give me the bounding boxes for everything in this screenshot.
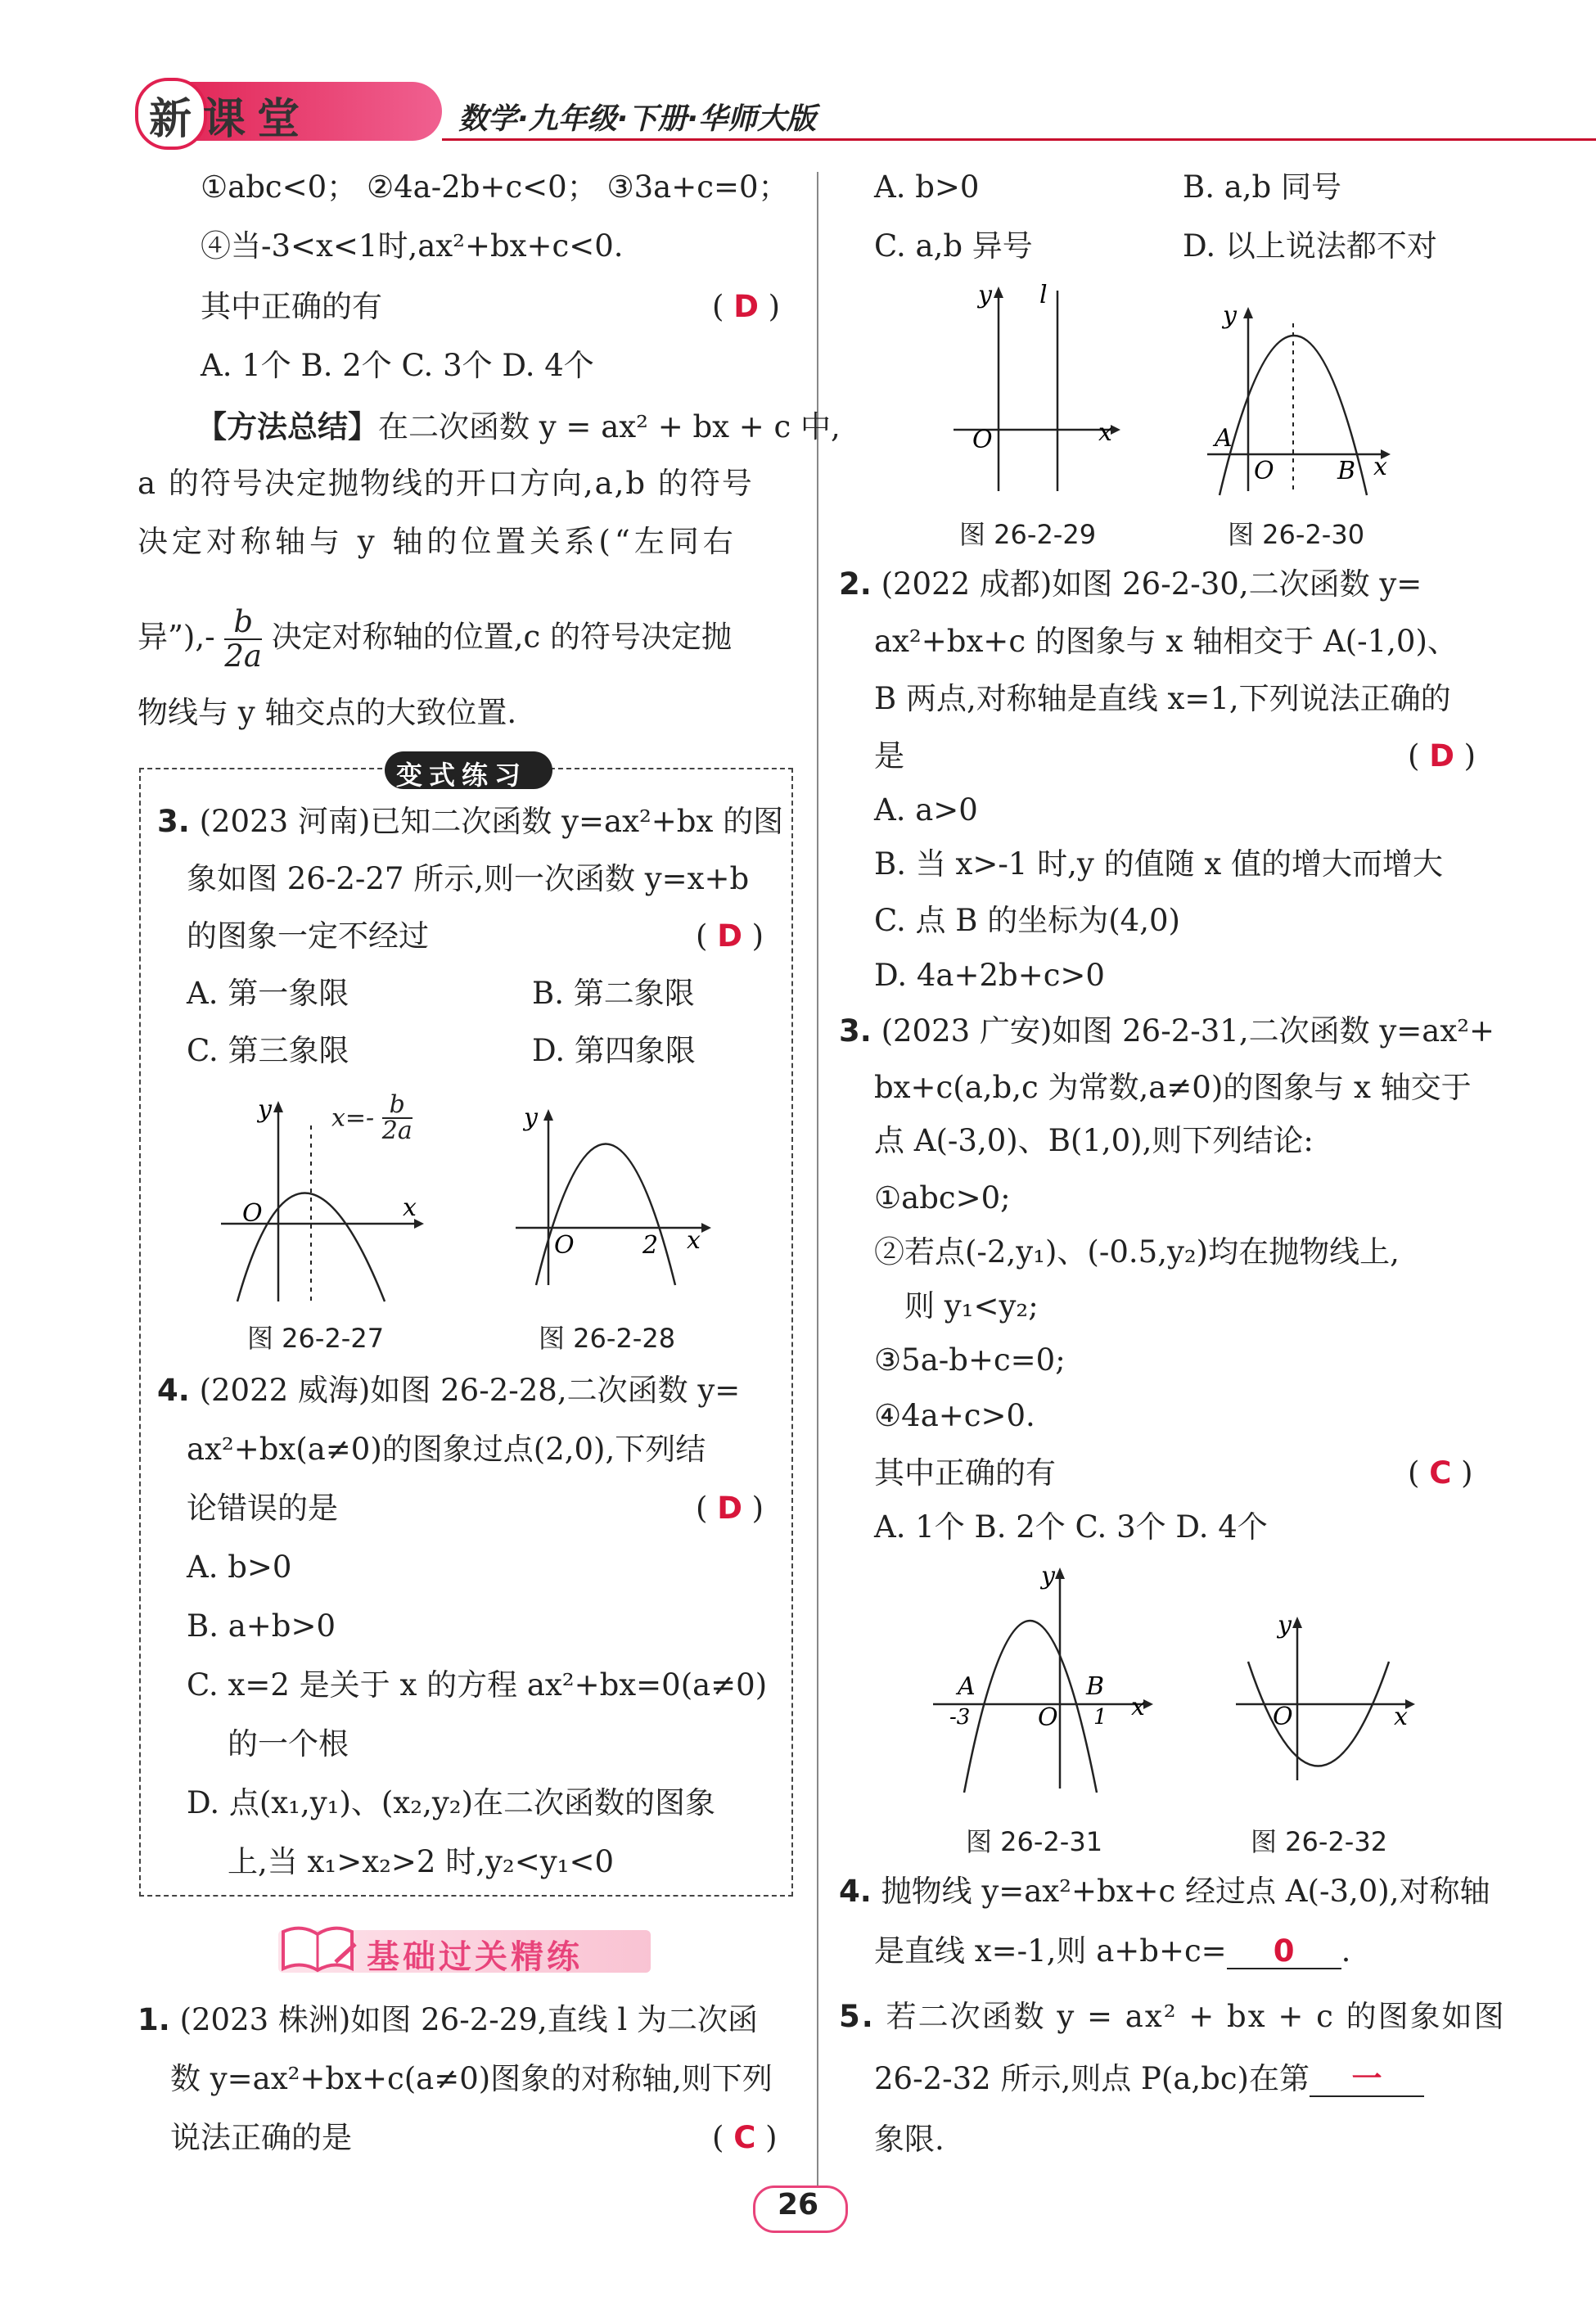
point-b-label: B [1086, 1672, 1105, 1701]
y-label: y [258, 1095, 272, 1124]
q3-option-c: C. 第三象限 [187, 1033, 349, 1068]
method-fraction [224, 606, 262, 673]
y-label: y [1278, 1611, 1292, 1640]
b1-line1 [138, 2001, 758, 2040]
fraction-num: b [382, 1093, 413, 1119]
b1-option-d: D. 以上说法都不对 [1183, 228, 1437, 264]
tick-label-1: 1 [1093, 1705, 1107, 1730]
column-divider [817, 172, 818, 2202]
cont-line1: ①abc<0； ②4a-2b+c<0； ③3a+c=0； [201, 169, 789, 205]
q3-answer: ( D ) [696, 918, 764, 954]
b3-number: 3. [839, 1013, 872, 1049]
fig27-axis-text: x=- [331, 1103, 375, 1133]
x-label: x [403, 1193, 417, 1222]
tick-label-neg3: -3 [949, 1705, 971, 1730]
q4-text1: (2022 威海)如图 26-2-28,二次函数 y= [199, 1373, 741, 1408]
q4-option-d1: D. 点(x₁,y₁)、(x₂,y₂)在二次函数的图象 [187, 1785, 715, 1820]
method-line1 [196, 407, 841, 447]
q4-option-b: B. a+b>0 [187, 1608, 336, 1644]
b5-blank [1310, 2063, 1424, 2097]
y-arrow [543, 1109, 553, 1121]
method-line3: 决定对称轴与 y 轴的位置关系(“左同右 [138, 524, 737, 559]
b4-number: 4. [839, 1874, 872, 1909]
fig28-caption: 图 26-2-28 [539, 1323, 676, 1354]
figure-26-2-32 [1232, 1608, 1428, 1793]
origin-label: O [554, 1231, 575, 1260]
point-b-label: B [1337, 457, 1356, 485]
y-arrow [1243, 307, 1253, 318]
fraction-den: 2a [381, 1116, 413, 1145]
b3-statement1: ①abc>0; [874, 1180, 1011, 1216]
b4-text1: 抛物线 y=ax²+bx+c 经过点 A(-3,0),对称轴 [881, 1874, 1490, 1909]
b1-line2: 数 y=ax²+bx+c(a≠0)图象的对称轴,则下列 [170, 2061, 773, 2096]
b3-statement3: ③5a-b+c=0; [874, 1342, 1066, 1378]
fig27-axis-label [331, 1090, 413, 1145]
figure-26-2-28 [512, 1101, 716, 1289]
b3-question: 其中正确的有 [874, 1455, 1056, 1491]
method-tag: 【方法总结】 [196, 408, 378, 444]
q4-line1 [157, 1371, 740, 1410]
answer-value: 一 [1351, 2061, 1382, 2096]
y-label: y [978, 281, 992, 309]
q4-option-c1: C. x=2 是关于 x 的方程 ax²+bx=0(a≠0) [187, 1667, 768, 1703]
cont-answer: ( D ) [712, 289, 781, 324]
b2-answer: ( D ) [1408, 738, 1477, 774]
fig27-fraction [381, 1090, 413, 1145]
b3-text1: (2023 广安)如图 26-2-31,二次函数 y=ax²+ [881, 1013, 1495, 1049]
q4-option-c2: 的一个根 [228, 1726, 349, 1761]
origin-label: O [1273, 1703, 1293, 1731]
b2-option-c: C. 点 B 的坐标为(4,0) [874, 903, 1180, 938]
b1-option-c: C. a,b 异号 [874, 228, 1033, 264]
x-arrow [701, 1223, 711, 1233]
b3-answer: ( C ) [1408, 1455, 1473, 1491]
q3-option-d: D. 第四象限 [532, 1033, 696, 1068]
fraction-den: 2a [224, 638, 262, 674]
l-label: l [1039, 281, 1048, 309]
b4-blank [1227, 1935, 1341, 1969]
y-arrow [994, 286, 1003, 298]
figure-26-2-31 [925, 1559, 1162, 1793]
b5-text1: 若二次函数 y = ax² + bx + c 的图象如图 [886, 1999, 1506, 2034]
b1-line3: 说法正确的是 [170, 2120, 352, 2155]
b3-line1 [839, 1012, 1495, 1051]
b3-statement2a: ②若点(-2,y₁)、(-0.5,y₂)均在抛物线上, [874, 1234, 1400, 1270]
y-label: y [1223, 301, 1237, 330]
b3-options: A. 1个 B. 2个 C. 3个 D. 4个 [874, 1509, 1268, 1545]
b4-line2 [874, 1932, 1350, 1971]
cont-question: 其中正确的有 [201, 289, 382, 324]
q3-text1: (2023 河南)已知二次函数 y=ax²+bx 的图 [199, 804, 784, 839]
b2-line1 [839, 565, 1422, 604]
b2-text1: (2022 成都)如图 26-2-30,二次函数 y= [881, 566, 1422, 602]
fraction-num: b [224, 606, 262, 640]
method-line5: 物线与 y 轴交点的大致位置. [138, 695, 517, 730]
q4-answer: ( D ) [696, 1491, 764, 1526]
q3-number: 3. [157, 804, 190, 839]
b5-line2 [874, 2059, 1424, 2099]
y-arrow [1055, 1567, 1065, 1579]
cont-options: A. 1个 B. 2个 C. 3个 D. 4个 [201, 348, 594, 383]
x-label: x [1373, 453, 1387, 481]
book-icon [277, 1919, 358, 1977]
q3-line1 [157, 802, 783, 841]
answer-value: 0 [1273, 1933, 1295, 1969]
method-line2: a 的符号决定抛物线的开口方向,a,b 的符号 [138, 466, 754, 501]
answer-value: C [1429, 1455, 1452, 1491]
b5-line1 [839, 1997, 1506, 2037]
tick-label-2: 2 [642, 1231, 659, 1260]
method-text4b: 决定对称轴的位置,c 的符号决定抛 [271, 619, 733, 655]
b4-end: . [1341, 1933, 1351, 1969]
y-label: y [1041, 1562, 1055, 1590]
b5-number: 5. [839, 1999, 875, 2034]
b1-text1: (2023 株洲)如图 26-2-29,直线 l 为二次函 [179, 2002, 758, 2037]
logo-text: 新课堂 [149, 95, 312, 144]
b2-line4: 是 [874, 738, 904, 774]
q3-option-b: B. 第二象限 [532, 976, 695, 1011]
figure-26-2-30 [1203, 299, 1408, 499]
b1-option-b: B. a,b 同号 [1183, 169, 1341, 205]
parabola [964, 1621, 1097, 1793]
fig30-caption: 图 26-2-30 [1228, 519, 1365, 550]
b3-line3: 点 A(-3,0)、B(1,0),则下列结论: [874, 1123, 1314, 1158]
point-a-label: A [1215, 424, 1233, 453]
b1-option-a: A. b>0 [874, 169, 980, 205]
b2-number: 2. [839, 566, 872, 602]
fig29-caption: 图 26-2-29 [959, 519, 1097, 550]
q4-number: 4. [157, 1373, 190, 1408]
b1-number: 1. [138, 2002, 170, 2037]
origin-label: O [242, 1199, 263, 1228]
b2-option-a: A. a>0 [874, 792, 978, 828]
b2-option-b: B. 当 x>-1 时,y 的值随 x 值的增大而增大 [874, 846, 1443, 882]
cont-line2: ④当-3<x<1时,ax²+bx+c<0. [201, 228, 624, 264]
b3-statement2b: 则 y₁<y₂; [904, 1288, 1039, 1324]
method-text1: 在二次函数 y = ax² + bx + c 中, [378, 409, 841, 444]
b2-line2: ax²+bx+c 的图象与 x 轴相交于 A(-1,0)、 [874, 624, 1458, 659]
x-label: x [1098, 418, 1112, 447]
header-rule [442, 138, 1596, 141]
figure-26-2-29 [933, 278, 1129, 499]
parabola [536, 1144, 675, 1286]
y-label: y [524, 1103, 538, 1132]
y-arrow [1292, 1617, 1302, 1628]
b2-option-d: D. 4a+2b+c>0 [874, 958, 1105, 993]
method-text4a: 异”),- [138, 619, 215, 655]
x-label: x [1394, 1703, 1408, 1731]
answer-value: D [717, 1491, 742, 1526]
q3-option-a: A. 第一象限 [187, 976, 349, 1011]
section-title: 基础过关精练 [367, 1938, 583, 1976]
answer-value: D [717, 918, 742, 954]
origin-label: O [1254, 457, 1274, 485]
answer-value: D [733, 289, 759, 324]
variant-title: 变式练习 [396, 760, 528, 791]
q4-line2: ax²+bx(a≠0)的图象过点(2,0),下列结 [187, 1432, 706, 1467]
fig32-caption: 图 26-2-32 [1251, 1826, 1388, 1857]
q3-line3: 的图象一定不经过 [187, 918, 429, 954]
b4-text2: 是直线 x=-1,则 a+b+c= [874, 1933, 1227, 1969]
fig27-caption: 图 26-2-27 [247, 1323, 385, 1354]
book-info: 数学·九年级·下册·华师大版 [458, 102, 817, 136]
q3-line2: 象如图 26-2-27 所示,则一次函数 y=x+b [187, 861, 750, 896]
method-line4 [138, 606, 732, 673]
header [123, 78, 1498, 151]
b4-line1 [839, 1872, 1490, 1911]
q4-option-a: A. b>0 [187, 1549, 292, 1585]
x-label: x [687, 1226, 701, 1255]
b1-answer: ( C ) [712, 2120, 778, 2155]
answer-value: C [733, 2120, 756, 2155]
b3-statement4: ④4a+c>0. [874, 1398, 1035, 1433]
point-a-label: A [958, 1672, 976, 1701]
b5-line3: 象限. [874, 2122, 945, 2157]
origin-label: O [1038, 1703, 1058, 1732]
fig31-caption: 图 26-2-31 [966, 1826, 1103, 1857]
q4-line3: 论错误的是 [187, 1491, 338, 1526]
q4-option-d2: 上,当 x₁>x₂>2 时,y₂<y₁<0 [228, 1844, 615, 1879]
parabola [1248, 1662, 1389, 1766]
origin-label: O [972, 426, 993, 454]
page-number: 26 [777, 2188, 819, 2222]
x-label: x [1131, 1693, 1145, 1721]
answer-value: D [1429, 738, 1454, 774]
y-arrow [273, 1101, 283, 1112]
b2-line3: B 两点,对称轴是直线 x=1,下列说法正确的 [874, 681, 1451, 716]
b3-line2: bx+c(a,b,c 为常数,a≠0)的图象与 x 轴交于 [874, 1070, 1472, 1105]
b5-text2: 26-2-32 所示,则点 P(a,bc)在第 [874, 2061, 1310, 2096]
